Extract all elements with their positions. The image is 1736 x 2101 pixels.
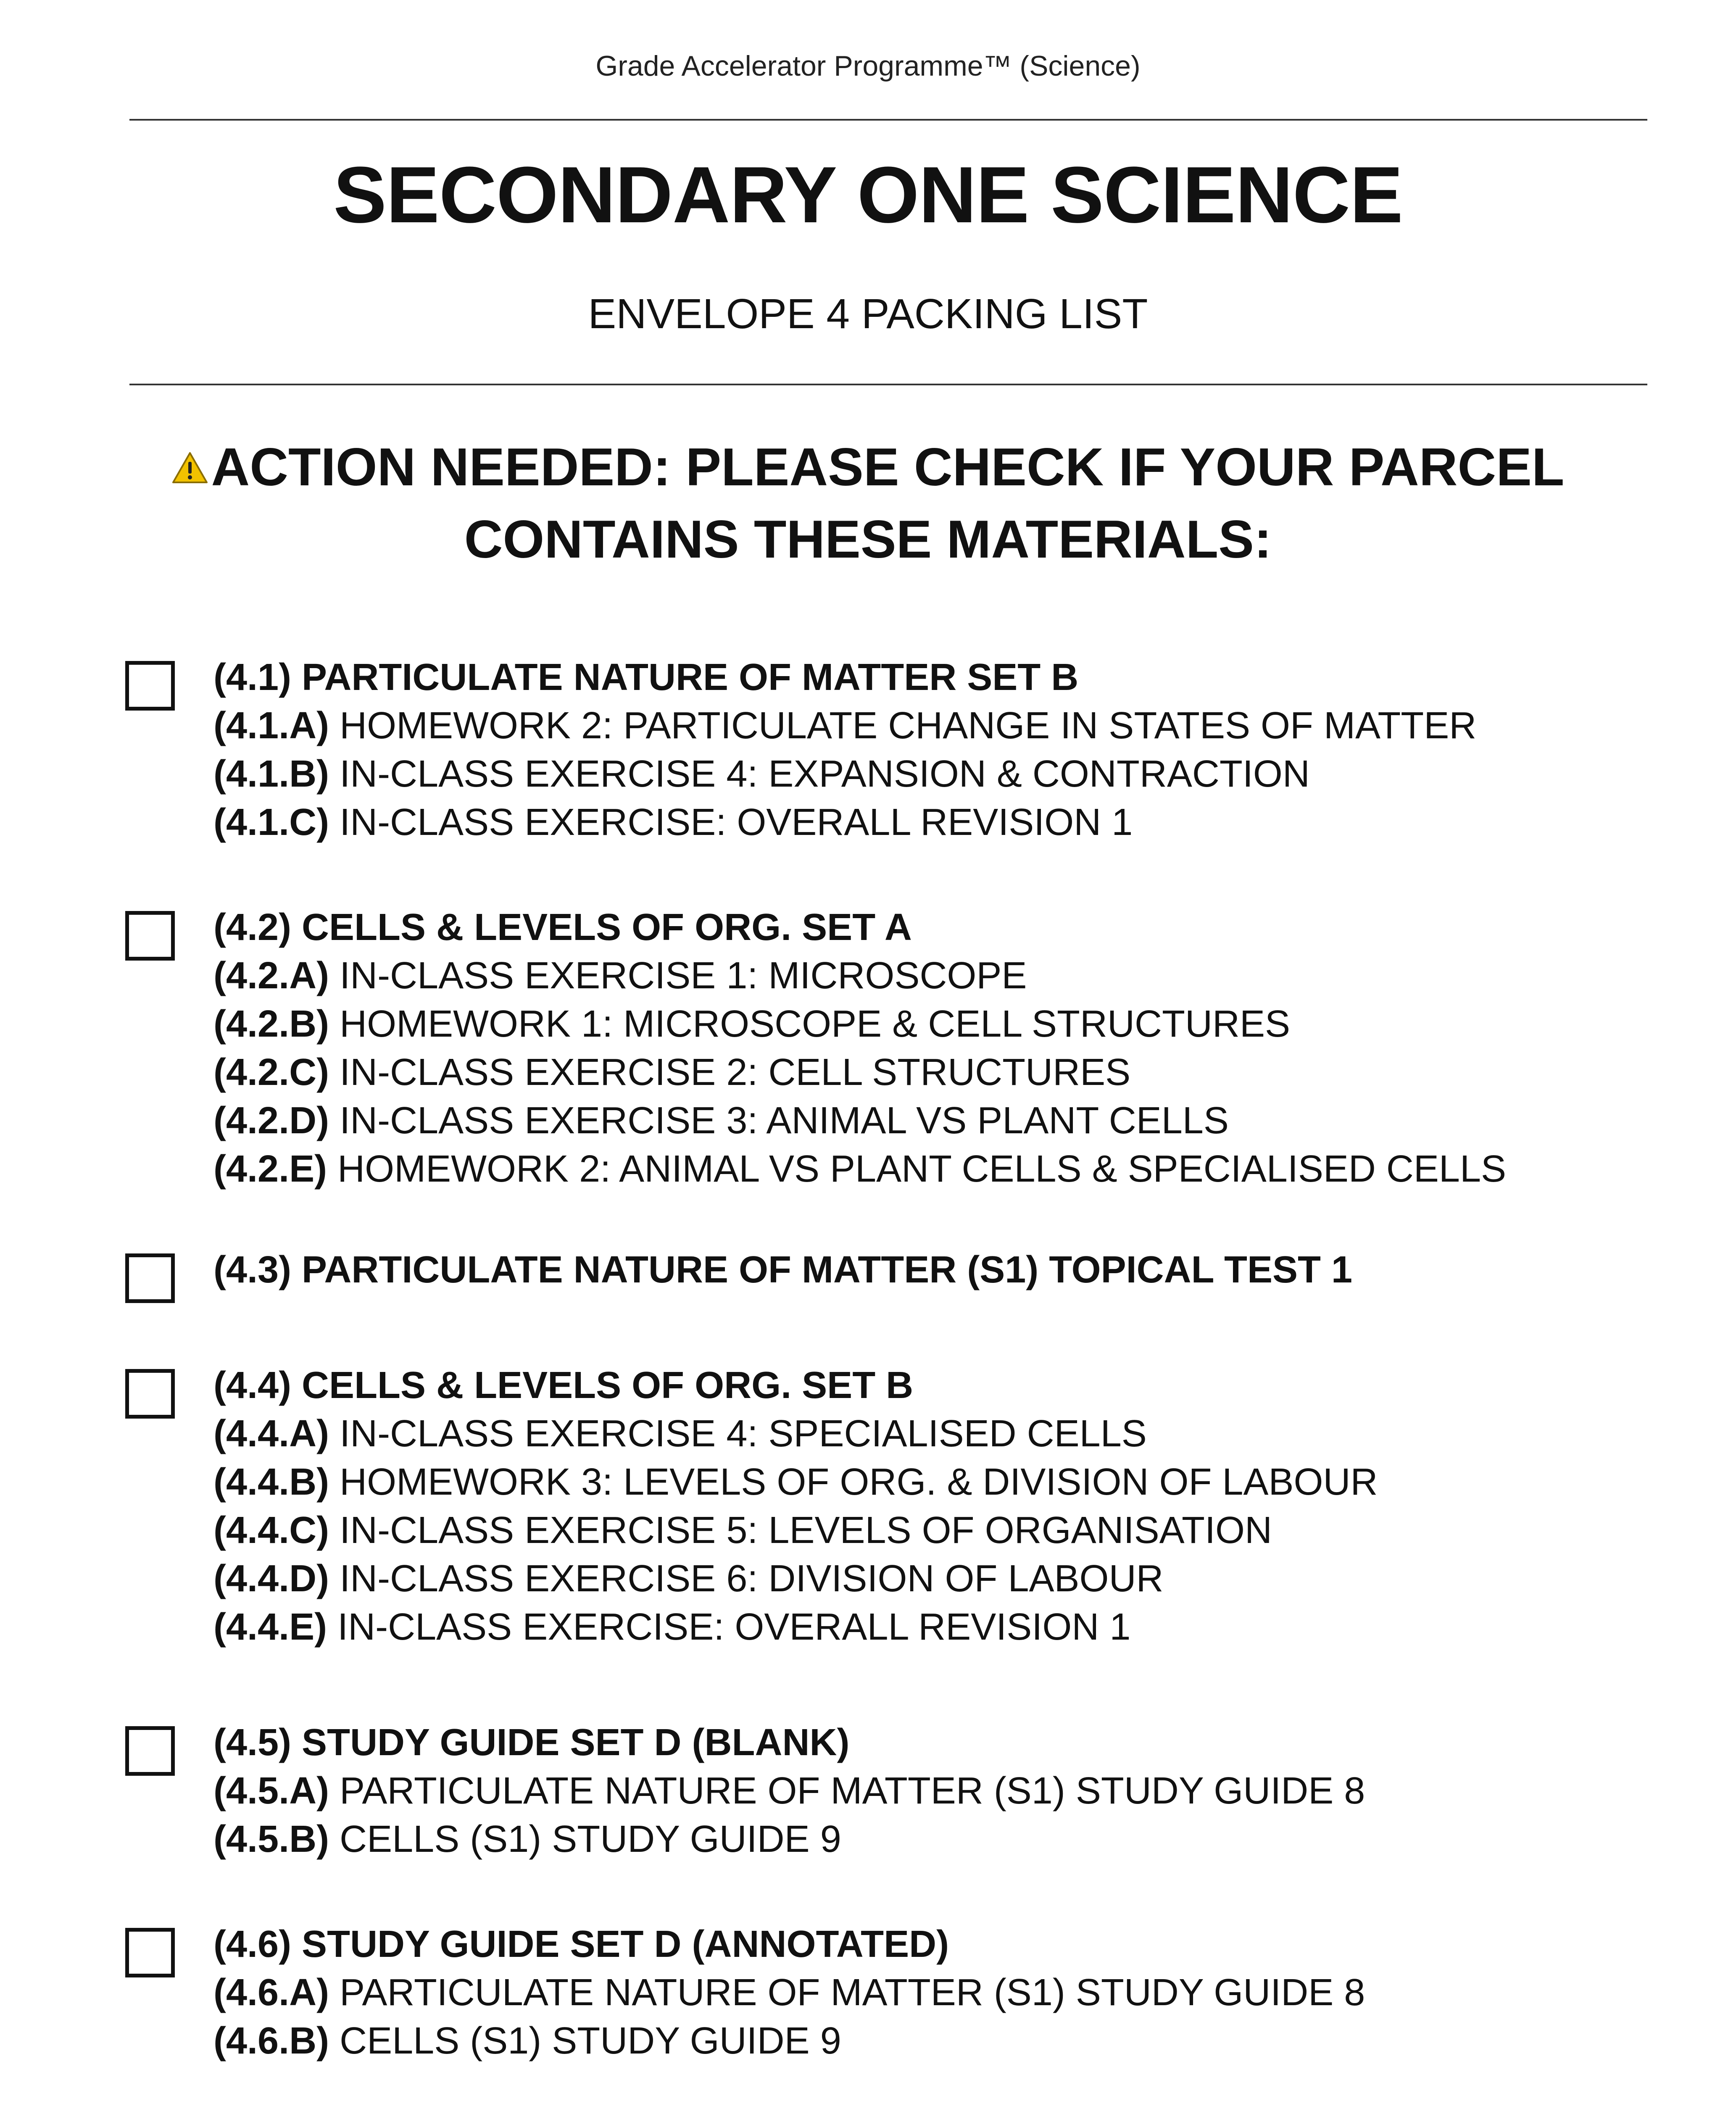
- checkbox[interactable]: [125, 1928, 175, 1977]
- checklist-item-text: HOMEWORK 2: PARTICULATE CHANGE IN STATES OF MATTER: [329, 705, 1477, 747]
- checklist-item-code: (4.4.D): [213, 1558, 329, 1600]
- checklist-group-lines: [213, 1920, 1684, 2065]
- checklist-item-text: CELLS (S1) STUDY GUIDE 9: [329, 1818, 841, 1860]
- checkbox[interactable]: [125, 911, 175, 961]
- checklist-item-text: PARTICULATE NATURE OF MATTER (S1) STUDY GUIDE 8: [329, 1770, 1365, 1812]
- checklist-item-code: (4.2.A): [213, 955, 329, 997]
- checklist-item: [213, 2017, 1684, 2065]
- checklist-item-code: (4.4.A): [213, 1413, 329, 1455]
- checklist-item-text: IN-CLASS EXERCISE: OVERALL REVISION 1: [327, 1606, 1131, 1648]
- checklist-group-heading: (4.2) CELLS & LEVELS OF ORG. SET A: [213, 906, 912, 948]
- checklist-item: [213, 1410, 1684, 1458]
- programme-name: Grade Accelerator Programme™ (Science): [595, 50, 1141, 82]
- action-notice-line-1: [160, 431, 1576, 503]
- checklist-item-text: IN-CLASS EXERCISE 4: EXPANSION & CONTRACTION: [329, 753, 1310, 795]
- checkbox[interactable]: [125, 1369, 175, 1419]
- checklist-item-text: IN-CLASS EXERCISE 6: DIVISION OF LABOUR: [329, 1558, 1164, 1600]
- checklist-item: [213, 952, 1684, 1000]
- page-subtitle: ENVELOPE 4 PACKING LIST: [588, 290, 1148, 337]
- checklist-item-code: (4.6.B): [213, 2020, 329, 2062]
- checklist-item-text: IN-CLASS EXERCISE 2: CELL STRUCTURES: [329, 1051, 1131, 1093]
- checklist-item-text: HOMEWORK 2: ANIMAL VS PLANT CELLS & SPECIALISED CELLS: [327, 1148, 1507, 1190]
- action-notice: [160, 431, 1576, 575]
- checklist-group-heading: (4.1) PARTICULATE NATURE OF MATTER SET B: [213, 656, 1079, 698]
- action-notice-line-2: CONTAINS THESE MATERIALS:: [464, 509, 1272, 569]
- checklist-item-code: (4.2.D): [213, 1100, 329, 1142]
- header-divider: [129, 384, 1647, 385]
- checklist-group-heading: (4.6) STUDY GUIDE SET D (ANNOTATED): [213, 1923, 949, 1965]
- checklist-item-text: IN-CLASS EXERCISE 4: SPECIALISED CELLS: [329, 1413, 1147, 1455]
- checklist-group-heading: (4.3) PARTICULATE NATURE OF MATTER (S1) TOPICAL TEST 1: [213, 1249, 1353, 1291]
- checklist-item-code: (4.2.B): [213, 1003, 329, 1045]
- checklist-item: [213, 1603, 1684, 1651]
- checklist-item-code: (4.5.B): [213, 1818, 329, 1860]
- checklist-item: [213, 750, 1684, 798]
- checklist-group-lines: [213, 903, 1684, 1193]
- checklist-item-code: (4.1.B): [213, 753, 329, 795]
- checklist-item: [213, 1097, 1684, 1145]
- checklist-item-text: IN-CLASS EXERCISE 1: MICROSCOPE: [329, 955, 1027, 997]
- checklist-group-lines: [213, 653, 1684, 847]
- checklist-item-text: IN-CLASS EXERCISE 5: LEVELS OF ORGANISATION: [329, 1509, 1272, 1551]
- checklist-item: [213, 1145, 1684, 1193]
- checklist-item-text: IN-CLASS EXERCISE 3: ANIMAL VS PLANT CELLS: [329, 1100, 1229, 1142]
- checklist-item-code: (4.4.C): [213, 1509, 329, 1551]
- checklist-item: [213, 798, 1684, 847]
- checklist-group-heading: (4.5) STUDY GUIDE SET D (BLANK): [213, 1722, 850, 1764]
- checklist-item-text: IN-CLASS EXERCISE: OVERALL REVISION 1: [329, 801, 1133, 843]
- checklist-item: [213, 1458, 1684, 1506]
- checklist-item-text: CELLS (S1) STUDY GUIDE 9: [329, 2020, 841, 2062]
- checklist-item-code: (4.4.B): [213, 1461, 329, 1503]
- checklist-item-code: (4.2.E): [213, 1148, 327, 1190]
- checklist-item: [213, 1555, 1684, 1603]
- action-notice-text-1: ACTION NEEDED: PLEASE CHECK IF YOUR PARCEL: [211, 437, 1565, 497]
- checkbox[interactable]: [125, 1253, 175, 1303]
- checklist-item-code: (4.1.A): [213, 705, 329, 747]
- checklist-item: [213, 1506, 1684, 1555]
- checklist-item-code: (4.1.C): [213, 801, 329, 843]
- warning-icon: [172, 452, 208, 484]
- top-divider: [129, 119, 1647, 121]
- checklist-item: [213, 1048, 1684, 1097]
- checklist-group-lines: [213, 1719, 1684, 1864]
- checklist-item-text: HOMEWORK 3: LEVELS OF ORG. & DIVISION OF LABOUR: [329, 1461, 1378, 1503]
- checklist-item: [213, 1000, 1684, 1048]
- checklist-item: [213, 1767, 1684, 1815]
- checklist-item: [213, 1969, 1684, 2017]
- checklist-item-code: (4.6.A): [213, 1972, 329, 2014]
- checkbox[interactable]: [125, 661, 175, 711]
- checkbox[interactable]: [125, 1726, 175, 1776]
- checklist-group-heading: (4.4) CELLS & LEVELS OF ORG. SET B: [213, 1364, 914, 1406]
- checklist-item: [213, 702, 1684, 750]
- checklist-item: [213, 1815, 1684, 1864]
- checklist-group-lines: [213, 1361, 1684, 1651]
- checklist-item-text: PARTICULATE NATURE OF MATTER (S1) STUDY GUIDE 8: [329, 1972, 1365, 2014]
- checklist-item-code: (4.2.C): [213, 1051, 329, 1093]
- checklist-item-code: (4.4.E): [213, 1606, 327, 1648]
- checklist-item-text: HOMEWORK 1: MICROSCOPE & CELL STRUCTURES: [329, 1003, 1291, 1045]
- checklist-item-code: (4.5.A): [213, 1770, 329, 1812]
- checklist-group-lines: [213, 1246, 1684, 1294]
- page-title: SECONDARY ONE SCIENCE: [333, 150, 1403, 240]
